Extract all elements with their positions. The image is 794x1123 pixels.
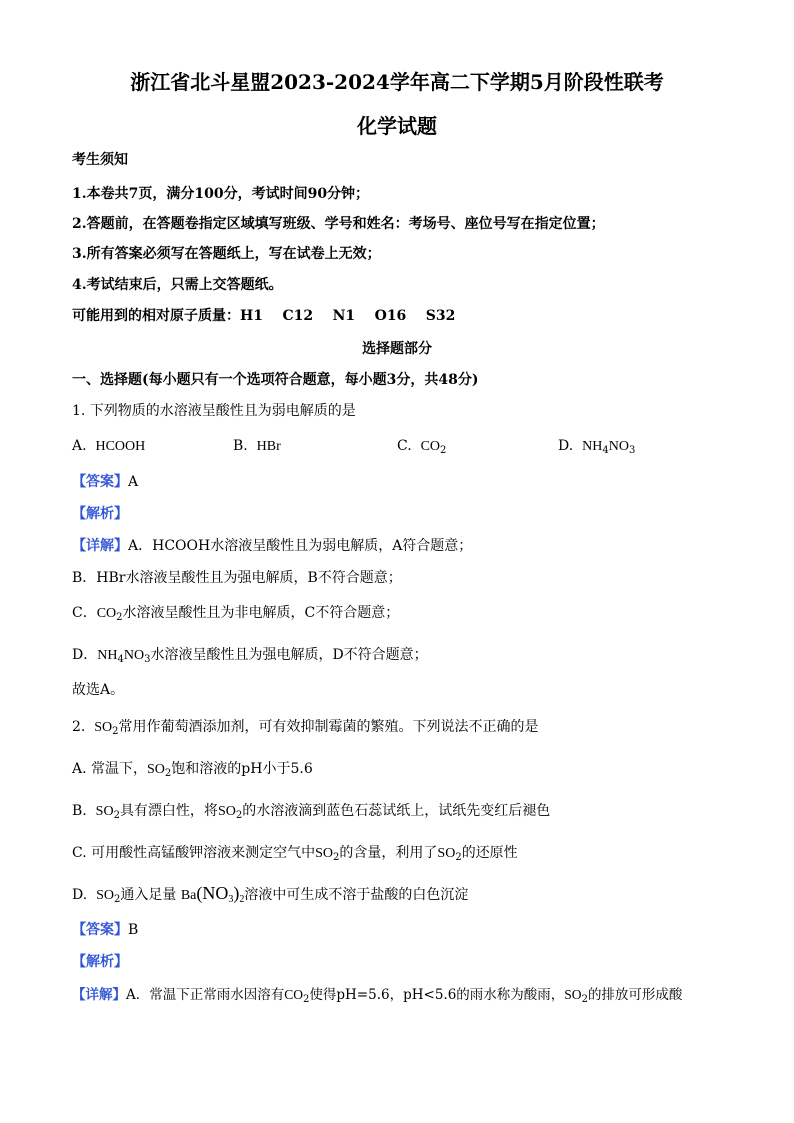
q1-option-c: C. $CO_2$	[397, 438, 447, 456]
q1-detail-d: D．$NH_4NO_3$水溶液呈酸性且为强电解质，D不符合题意；	[72, 647, 428, 665]
q1-answer: 【答案】A	[72, 474, 139, 490]
atomic-mass-label: 可能用到的相对原子质量：	[72, 308, 240, 324]
q1-analysis-tag: 【解析】	[72, 506, 128, 522]
q1-option-b: B. HBr	[233, 438, 281, 454]
q2-option-c: C. 可用酸性高锰酸钾溶液来测定空气中$SO_2$的含量，利用了$SO_2$的还原性	[72, 845, 518, 863]
q1-detail-b: B．HBr水溶液呈酸性且为强电解质，B不符合题意；	[72, 570, 402, 586]
notice-heading: 考生须知	[72, 152, 128, 168]
q1-option-a: A. HCOOH	[72, 438, 146, 454]
notice-item-4: 4.考试结束后，只需上交答题纸。	[72, 277, 283, 293]
notice-item-2: 2.答题前，在答题卷指定区域填写班级、学号和姓名：考场号、座位号写在指定位置；	[72, 216, 605, 232]
q2-stem: 2. $SO_2$常用作葡萄酒添加剂，可有效抑制霉菌的繁殖。下列说法不正确的是	[72, 719, 539, 737]
q1-conclusion: 故选A。	[72, 682, 125, 698]
q2-answer: 【答案】B	[72, 922, 139, 938]
part1-title: 一、选择题(每小题只有一个选项符合题意，每小题3分，共48分)	[72, 372, 479, 388]
document-subtitle: 化学试题	[357, 114, 437, 138]
q2-analysis-tag: 【解析】	[72, 954, 128, 970]
q1-detail-c: C．$CO_2$水溶液呈酸性且为非电解质，C不符合题意；	[72, 605, 400, 623]
atomic-mass-values: H1 C12 N1 O16 S32	[240, 308, 456, 324]
atomic-mass-line	[72, 307, 455, 325]
q2-option-b: B. $SO_2$具有漂白性，将$SO_2$的水溶液滴到蓝色石蕊试纸上，试纸先变红后褪色	[72, 803, 551, 821]
q1-detail-a: 【详解】A．HCOOH水溶液呈酸性且为弱电解质，A符合题意；	[72, 538, 473, 554]
q1-option-d: D. $NH_4NO_3$	[558, 438, 636, 456]
q2-option-a: A. 常温下，$SO_2$饱和溶液的pH小于5.6	[72, 761, 313, 779]
barium-nitrate-formula: $Ba(NO_3)_2$	[180, 883, 245, 905]
notice-item-1: 1.本卷共7页，满分100分，考试时间90分钟；	[72, 186, 370, 202]
q2-option-d: D. $SO_2$通入足量 $Ba(NO_3)_2$溶液中可生成不溶于盐酸的白色沉淀	[72, 883, 469, 905]
notice-item-3: 3.所有答案必须写在答题纸上，写在试卷上无效；	[72, 246, 381, 262]
q2-detail-a: 【详解】A．常温下正常雨水因溶有$CO_2$使得pH=5.6，pH<5.6的雨水称为酸雨，$SO_2$的排放可形成酸	[72, 987, 683, 1005]
section-title: 选择题部分	[362, 341, 432, 357]
document-title: 浙江省北斗星盟2023-2024学年高二下学期5月阶段性联考	[130, 70, 664, 94]
q1-stem: 1. 下列物质的水溶液呈酸性且为弱电解质的是	[72, 403, 356, 419]
